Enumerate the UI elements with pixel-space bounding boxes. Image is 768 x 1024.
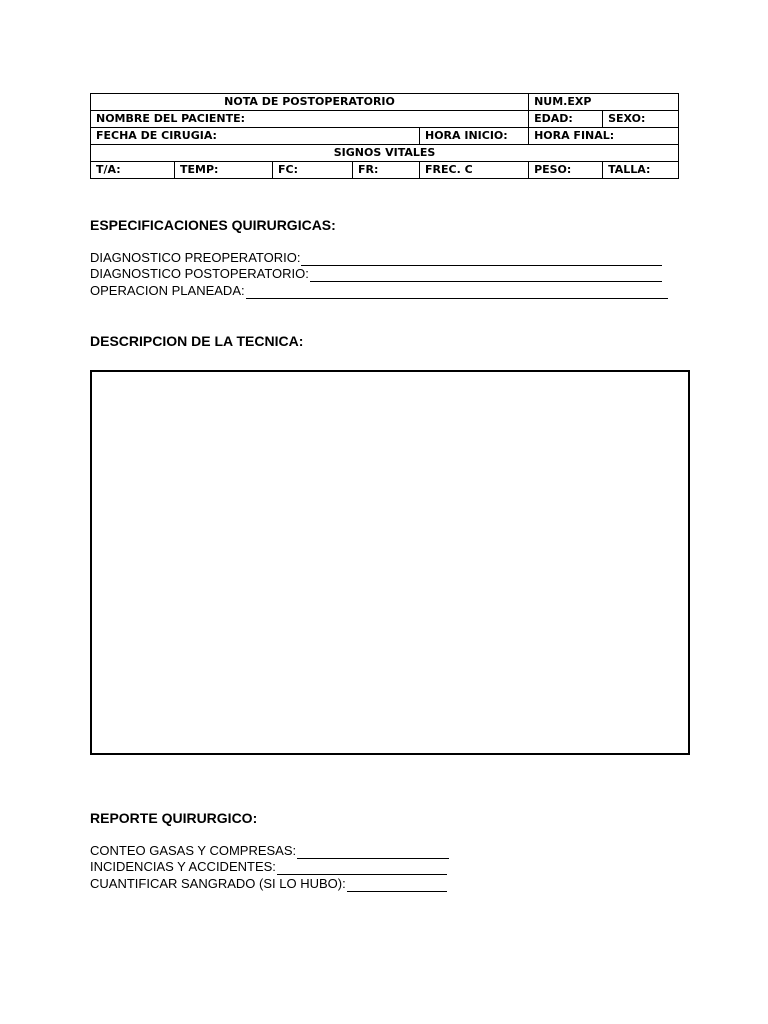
end-time-field[interactable]: HORA FINAL:	[529, 128, 679, 145]
bleeding-line	[90, 876, 447, 892]
header-row-dates	[91, 128, 679, 145]
preop-blank[interactable]	[301, 253, 662, 266]
planned-blank[interactable]	[246, 286, 668, 299]
postop-label: DIAGNOSTICO POSTOPERATORIO:	[90, 266, 309, 281]
talla-field[interactable]: TALLA:	[603, 162, 679, 179]
preop-label: DIAGNOSTICO PREOPERATORIO:	[90, 250, 301, 265]
technique-box[interactable]	[90, 370, 690, 755]
header-row-patient	[91, 111, 679, 128]
fc-field[interactable]: FC:	[273, 162, 353, 179]
header-table	[90, 93, 679, 179]
planned-line	[90, 283, 668, 299]
ta-field[interactable]: T/A:	[91, 162, 175, 179]
incidents-blank[interactable]	[277, 862, 447, 875]
fr-field[interactable]: FR:	[353, 162, 420, 179]
postop-blank[interactable]	[310, 269, 662, 282]
preop-line	[90, 250, 662, 266]
bleeding-label: CUANTIFICAR SANGRADO (SI LO HUBO):	[90, 876, 346, 891]
age-field[interactable]: EDAD:	[529, 111, 603, 128]
start-time-field[interactable]: HORA INICIO:	[420, 128, 529, 145]
gauze-line	[90, 843, 449, 859]
incidents-label: INCIDENCIAS Y ACCIDENTES:	[90, 859, 276, 874]
gauze-blank[interactable]	[297, 846, 449, 859]
header-row-vitals	[91, 162, 679, 179]
report-title: REPORTE QUIRURGICO:	[90, 810, 258, 826]
postop-line	[90, 266, 662, 282]
technique-title: DESCRIPCION DE LA TECNICA:	[90, 333, 304, 349]
frec-field[interactable]: FREC. C	[420, 162, 529, 179]
form-title: NOTA DE POSTOPERATORIO	[91, 94, 529, 111]
temp-field[interactable]: TEMP:	[175, 162, 273, 179]
planned-label: OPERACION PLANEADA:	[90, 283, 245, 298]
header-row-title	[91, 94, 679, 111]
header-row-vitals-title	[91, 145, 679, 162]
bleeding-blank[interactable]	[347, 879, 447, 892]
vitals-title: SIGNOS VITALES	[91, 145, 679, 162]
peso-field[interactable]: PESO:	[529, 162, 603, 179]
surgery-date-field[interactable]: FECHA DE CIRUGIA:	[91, 128, 420, 145]
sex-field[interactable]: SEXO:	[603, 111, 679, 128]
incidents-line	[90, 859, 447, 875]
num-exp-field[interactable]: NUM.EXP	[529, 94, 679, 111]
patient-name-field[interactable]: NOMBRE DEL PACIENTE:	[91, 111, 529, 128]
gauze-label: CONTEO GASAS Y COMPRESAS:	[90, 843, 297, 858]
specs-title: ESPECIFICACIONES QUIRURGICAS:	[90, 217, 336, 233]
